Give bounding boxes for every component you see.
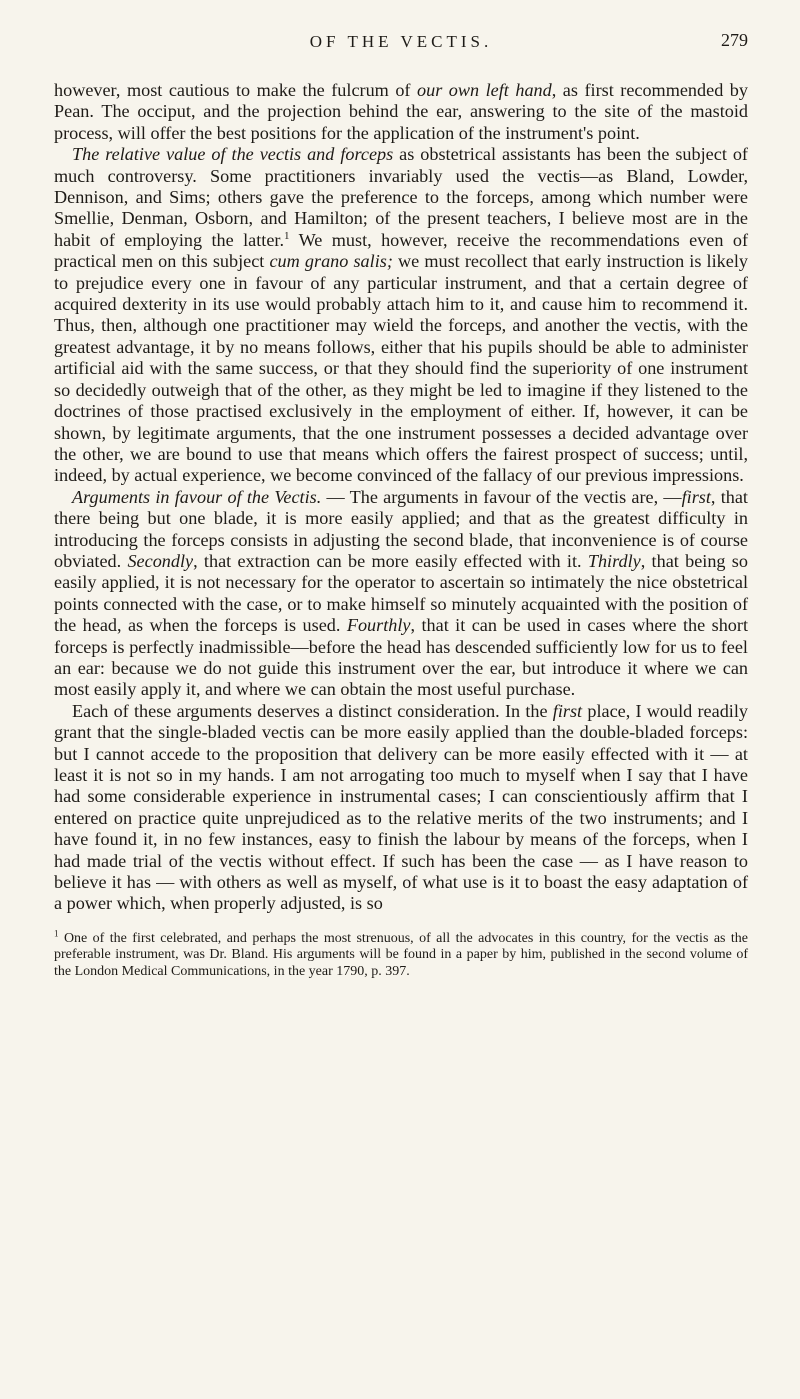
paragraph <box>54 144 748 487</box>
text-run: — The arguments in favour of the vectis are, — <box>321 486 682 507</box>
text-run: however, most cautious to make the fulcrum of <box>54 80 417 100</box>
text-run: , that extraction can be more easily effected with it. <box>193 550 588 571</box>
italic-text: our own left hand <box>417 80 552 100</box>
text-run: place, I would readily grant that the single-bladed vectis can be more easily applied than the double-bladed forceps: but I cannot accede to the proposition that delivery can be more easily effected with it — at least it is not so in my hands. I am not arrogating too much to myself when I say that I have had some considerable experience in instrumental cases; I can conscientiously affirm that I entered on practice quite unprejudiced as to the relative merits of the two instruments; and I have found it, in no few instances, easy to finish the labour by means of the forceps, when I had made trial of the vectis without effect. If such has been the case — as I have reason to believe it has — with others as well as myself, of what use is it to boast the easy adaptation of a power which, when properly adjusted, is so <box>54 700 748 914</box>
text-run: We must, however, receive the recommendations even of practical men on this subject <box>54 229 749 272</box>
italic-text: The relative value of the vectis and forceps <box>72 144 394 165</box>
footnote-text: One of the first celebrated, and perhaps the most strenuous, of all the advocates in this country, for the vectis as the preferable instrument, was Dr. Bland. His arguments will be found in a paper by him, published in the second volume of the London Medical Communications, in the year 1790, p. 397. <box>54 930 749 979</box>
body-text <box>54 80 748 915</box>
text-run: , that it can be used in cases where the short forceps is perfectly inadmissible—before the head has descended sufficiently low for us to feel an ear: because we do not guide this instrument over the ear, but introduce it where we can most easily apply it, and where we can obtain the most useful purchase. <box>54 615 749 700</box>
text-run: , that being so easily applied, it is not necessary for the operator to ascertain so intimately the nice obstetrical points connected with the case, or to make himself so minutely acquainted with the position of the head, as when the forceps is used. <box>54 550 748 636</box>
italic-text: first <box>552 700 583 721</box>
text-run: , as first recommended by Pean. The occiput, and the projection behind the ear, answering to the site of the mastoid process, will offer the best positions for the application of the instrument's point. <box>54 80 748 143</box>
italic-text: first <box>681 486 711 507</box>
footnote-reference: 1 <box>284 229 290 242</box>
text-run: we must recollect that early instruction is likely to prejudice every one in favour of any particular instrument, and that a certain degree of acquired dexterity in its use would probably attach him to it, and cause him to recommend it. Thus, then, although one practitioner may wield the forceps, and another the vectis, with the greatest advantage, it by no means follows, either that his pupils should be able to administer artificial aid with the same success, or that they should find the superiority of one instrument so decidedly outweigh that of the other, as they might be led to imagine if they listened to the doctrines of those practised exclusively in the employment of either. If, however, it can be shown, by legitimate arguments, that the one instrument possesses a decided advantage over the other, we are bound to use that means which offers the fairest prospect of success; until, indeed, by actual experience, we become convinced of the fallacy of our previous impressions. <box>54 251 748 486</box>
italic-text: Fourthly <box>346 615 411 636</box>
paragraph <box>54 487 748 701</box>
italic-text: Thirdly <box>587 550 641 571</box>
page-number: 279 <box>721 30 748 50</box>
italic-text: Secondly <box>127 550 194 571</box>
running-title: OF THE VECTIS. <box>309 32 493 51</box>
running-header <box>54 30 748 60</box>
italic-text: Arguments in favour of the Vectis. <box>72 486 322 507</box>
footnote <box>54 928 749 981</box>
text-run: Each of these arguments deserves a distinct consideration. In the <box>72 700 553 721</box>
text-run: , that there being but one blade, it is more easily applied; and that as the greatest difficulty in introducing the forceps consists in adjusting the second blade, that inconvenience is of course obviated. <box>54 486 748 571</box>
footnote-mark: 1 <box>54 928 59 939</box>
paragraph <box>54 80 748 144</box>
paragraph <box>54 701 748 915</box>
italic-text: cum grano salis; <box>269 251 393 272</box>
text-run: as obstetrical assistants has been the subject of much controversy. Some practitioners invariably used the vectis—as Bland, Lowder, Dennison, and Sims; others gave the preference to the forceps, among which number were Smellie, Denman, Osborn, and Hamilton; of the present teachers, I believe most are in the habit of employing the latter. <box>54 144 748 250</box>
